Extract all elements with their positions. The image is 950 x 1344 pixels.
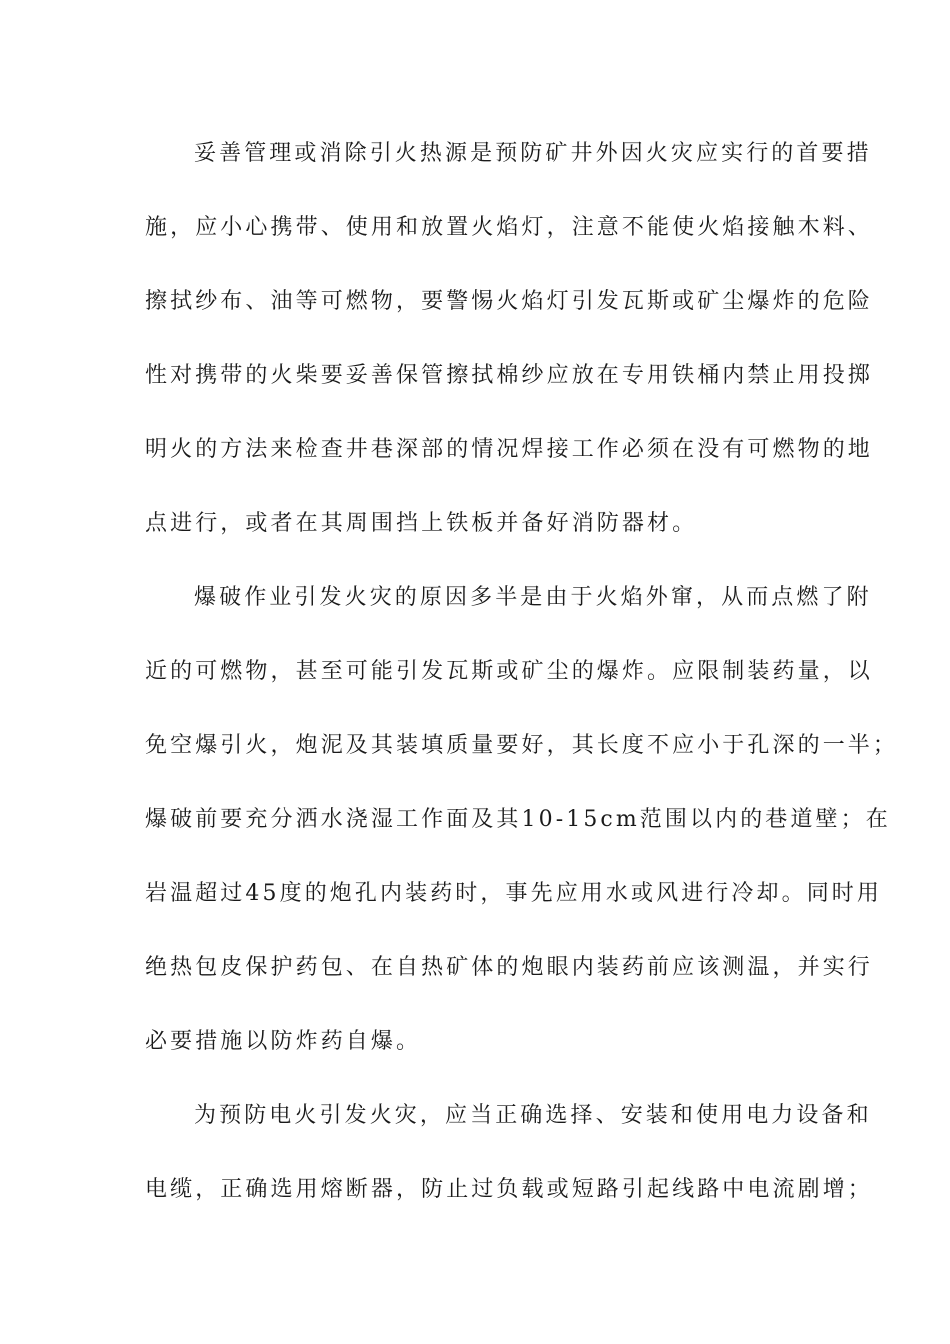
paragraph-2-line-4: 爆破前要充分洒水浇湿工作面及其10-15cm范围以内的巷道壁；在: [145, 807, 891, 832]
paragraph-2-line-7: 必要措施以防炸药自爆。: [145, 1029, 422, 1054]
paragraph-2-line-5: 岩温超过45度的炮孔内装药时，事先应用水或风进行冷却。同时用: [145, 881, 882, 906]
paragraph-1-line-5: 明火的方法来检查井巷深部的情况焊接工作必须在没有可燃物的地: [145, 437, 873, 462]
paragraph-1-line-1: 妥善管理或消除引火热源是预防矿井外因火灾应实行的首要措: [194, 141, 872, 166]
paragraph-3-line-1: 为预防电火引发火灾，应当正确选择、安装和使用电力设备和: [194, 1103, 872, 1128]
paragraph-2-line-6: 绝热包皮保护药包、在自热矿体的炮眼内装药前应该测温，并实行: [145, 955, 873, 980]
paragraph-2-line-1: 爆破作业引发火灾的原因多半是由于火焰外窜，从而点燃了附: [194, 585, 872, 610]
paragraph-2-line-3: 免空爆引火，炮泥及其装填质量要好，其长度不应小于孔深的一半；: [145, 733, 899, 758]
paragraph-1-line-3: 擦拭纱布、油等可燃物，要警惕火焰灯引发瓦斯或矿尘爆炸的危险: [145, 289, 873, 314]
paragraph-3-line-2: 电缆，正确选用熔断器，防止过负载或短路引起线路中电流剧增；: [145, 1177, 873, 1202]
paragraph-2-line-2: 近的可燃物，甚至可能引发瓦斯或矿尘的爆炸。应限制装药量，以: [145, 659, 873, 684]
paragraph-1-line-2: 施，应小心携带、使用和放置火焰灯，注意不能使火焰接触木料、: [145, 215, 873, 240]
paragraph-1-line-6: 点进行，或者在其周围挡上铁板并备好消防器材。: [145, 511, 698, 536]
paragraph-1-line-4: 性对携带的火柴要妥善保管擦拭棉纱应放在专用铁桶内禁止用投掷: [145, 363, 873, 388]
